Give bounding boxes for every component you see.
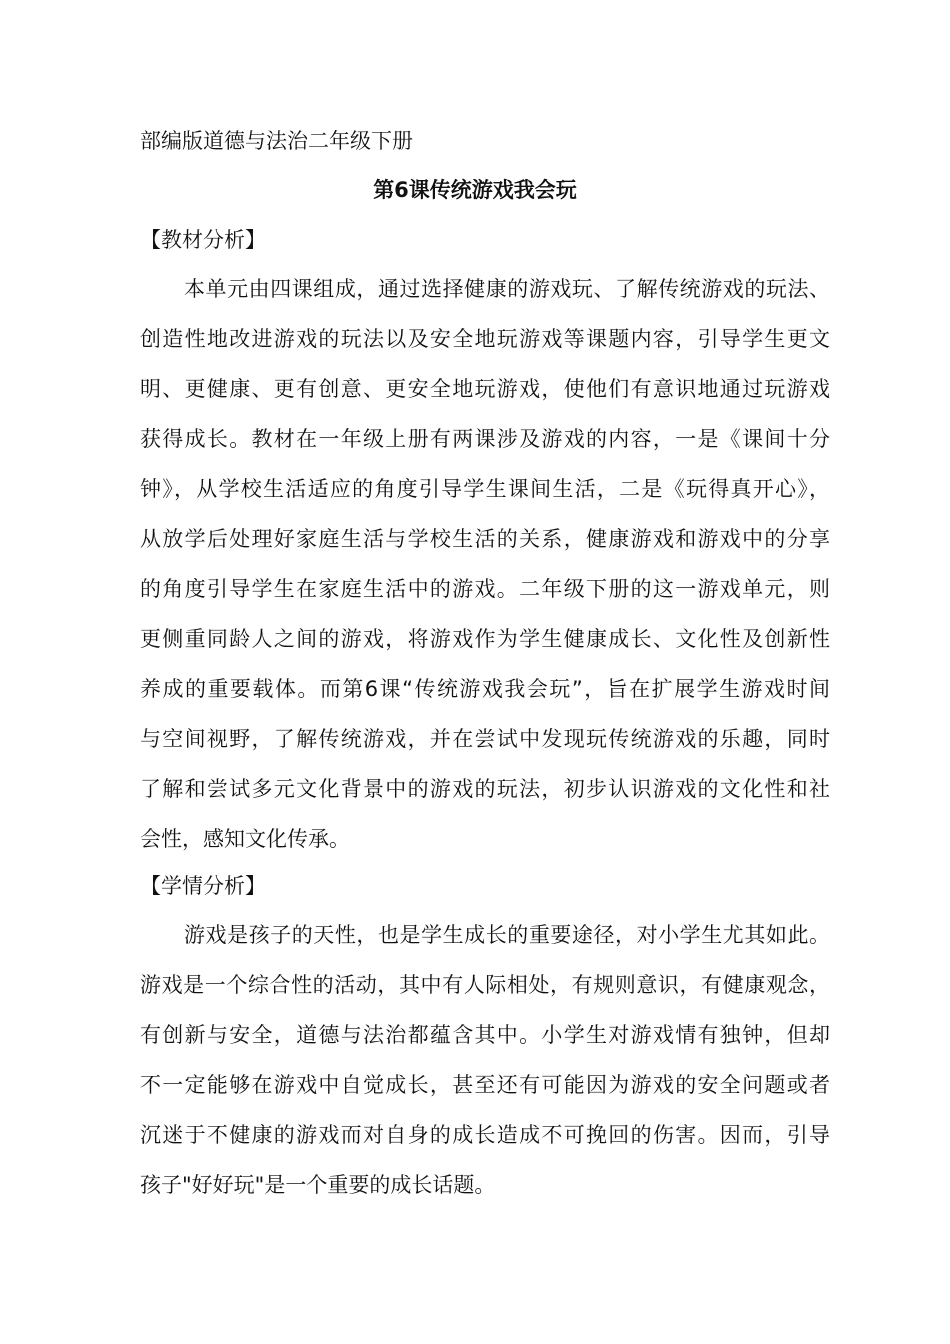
paragraph-line: 更侧重同龄人之间的游戏，将游戏作为学生健康成长、文化性及创新性 bbox=[140, 627, 830, 651]
paragraph-line: 创造性地改进游戏的玩法以及安全地玩游戏等课题内容，引导学生更文 bbox=[140, 327, 830, 351]
paragraph-line: 会性，感知文化传承。 bbox=[140, 827, 350, 851]
paragraph-line: 与空间视野，了解传统游戏，并在尝试中发现玩传统游戏的乐趣，同时 bbox=[140, 727, 830, 751]
paragraph-line: 的角度引导学生在家庭生活中的游戏。二年级下册的这一游戏单元，则 bbox=[140, 577, 830, 601]
paragraph-line: 沉迷于不健康的游戏而对自身的成长造成不可挽回的伤害。因而，引导 bbox=[140, 1123, 830, 1147]
paragraph-line: 了解和尝试多元文化背景中的游戏的玩法，初步认识游戏的文化性和社 bbox=[140, 777, 830, 801]
paragraph-line: 从放学后处理好家庭生活与学校生活的关系，健康游戏和游戏中的分享 bbox=[140, 527, 830, 551]
series-title: 部编版道德与法治二年级下册 bbox=[140, 129, 413, 153]
paragraph-line: 有创新与安全，道德与法治都蕴含其中。小学生对游戏情有独钟，但却 bbox=[140, 1023, 830, 1047]
paragraph-line: 游戏是一个综合性的活动，其中有人际相处，有规则意识，有健康观念， bbox=[140, 973, 830, 997]
section-heading-student-analysis: 【学情分析】 bbox=[140, 874, 266, 898]
paragraph-student-analysis bbox=[140, 910, 830, 1210]
paragraph-textbook-analysis bbox=[140, 264, 830, 864]
paragraph-line: 本单元由四课组成，通过选择健康的游戏玩、了解传统游戏的玩法、 bbox=[184, 277, 830, 301]
lesson-title: 第6课传统游戏我会玩 bbox=[373, 178, 577, 202]
paragraph-line: 游戏是孩子的天性，也是学生成长的重要途径，对小学生尤其如此。 bbox=[184, 923, 830, 947]
paragraph-line: 养成的重要载体。而第6课“传统游戏我会玩”，旨在扩展学生游戏时间 bbox=[140, 677, 830, 701]
section-heading-textbook-analysis: 【教材分析】 bbox=[140, 228, 266, 252]
paragraph-line: 孩子"好好玩"是一个重要的成长话题。 bbox=[140, 1173, 496, 1197]
paragraph-line: 获得成长。教材在一年级上册有两课涉及游戏的内容，一是《课间十分 bbox=[140, 427, 830, 451]
paragraph-line: 明、更健康、更有创意、更安全地玩游戏，使他们有意识地通过玩游戏 bbox=[140, 377, 830, 401]
paragraph-line: 钟》，从学校生活适应的角度引导学生课间生活，二是《玩得真开心》， bbox=[140, 477, 830, 501]
paragraph-line: 不一定能够在游戏中自觉成长，甚至还有可能因为游戏的安全问题或者 bbox=[140, 1073, 830, 1097]
